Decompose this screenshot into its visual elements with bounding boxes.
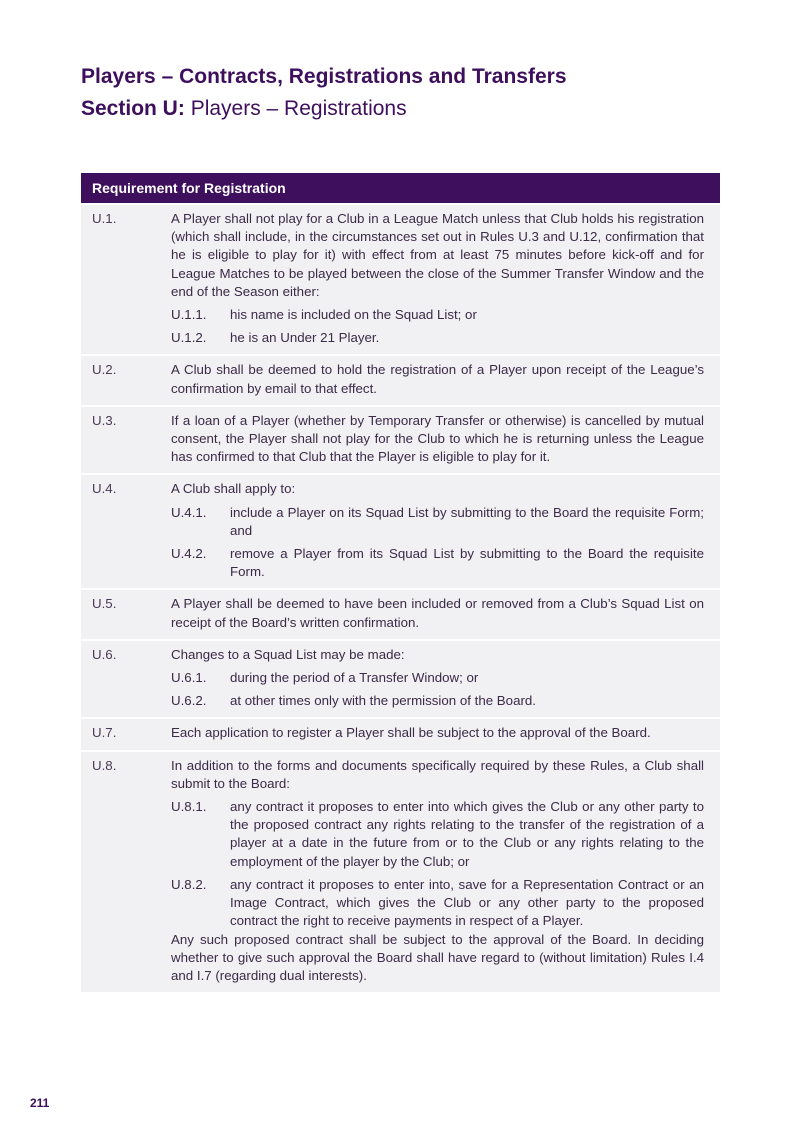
rule-row-u1 [81, 205, 720, 354]
table-heading: Requirement for Registration [81, 173, 720, 203]
rule-text: In addition to the forms and documents specifically required by these Rules, a Club shall submit to the Board: [171, 757, 704, 791]
sub-rule [171, 876, 704, 931]
rule-body [171, 724, 704, 742]
rule-body [171, 595, 704, 631]
rule-number: U.7. [92, 725, 117, 741]
sub-rule [171, 504, 704, 540]
rule-body [171, 646, 704, 711]
sub-rule-text: at other times only with the permission of the Board. [230, 693, 536, 709]
rule-body [171, 412, 704, 467]
rule-row-u6 [81, 641, 720, 718]
sub-rule [171, 669, 704, 687]
rule-text: A Player shall be deemed to have been included or removed from a Club’s Squad List on receipt of the Board’s written confirmation. [171, 596, 704, 630]
sub-rule [171, 545, 704, 581]
section-label: Section U: [81, 97, 185, 120]
rule-row-u4 [81, 475, 720, 588]
sub-rule-number: U.8.1. [171, 799, 207, 815]
sub-rule-number: U.1.2. [171, 330, 207, 346]
sub-rule-number: U.4.1. [171, 504, 207, 520]
rule-body [171, 210, 704, 347]
sub-rule [171, 798, 704, 871]
rule-number: U.4. [92, 481, 117, 497]
rule-number: U.2. [92, 362, 117, 378]
rule-row-u7 [81, 719, 720, 749]
rules-table [81, 173, 720, 992]
rule-number: U.3. [92, 412, 117, 428]
sub-rule-text: he is an Under 21 Player. [230, 330, 380, 346]
rule-row-u2 [81, 356, 720, 404]
rule-number: U.8. [92, 757, 117, 773]
rule-text: Changes to a Squad List may be made: [171, 646, 405, 662]
rule-row-u8 [81, 752, 720, 992]
rule-text: A Club shall be deemed to hold the registration of a Player upon receipt of the League’s confirmation by email to that effect. [171, 362, 704, 396]
rule-number: U.5. [92, 596, 117, 612]
rule-row-u3 [81, 407, 720, 474]
sub-rule [171, 306, 704, 324]
sub-rule-text: any contract it proposes to enter into which gives the Club or any other party to the proposed contract any rights relating to the transfer of the registration of a player at a date in the future from or to the Club or any rights relating to the employment of the player by the Club; or [230, 799, 704, 869]
document-title: Players – Contracts, Registrations and Transfers [81, 65, 567, 88]
sub-rule-text: include a Player on its Squad List by submitting to the Board the requisite Form; and [230, 504, 704, 538]
sub-rule-text: during the period of a Transfer Window; or [230, 670, 479, 686]
rule-text: A Club shall apply to: [171, 481, 296, 497]
sub-rule-number: U.8.2. [171, 876, 207, 892]
rule-text: If a loan of a Player (whether by Temporary Transfer or otherwise) is cancelled by mutual consent, the Player shall not play for the Club to which he is returning unless the League has confirmed to that Club that the Player is eligible to play for it. [171, 412, 704, 465]
rule-body [171, 480, 704, 581]
rule-number: U.6. [92, 646, 117, 662]
section-name: Players – Registrations [190, 97, 407, 120]
rule-closing-text: Any such proposed contract shall be subject to the approval of the Board. In deciding whether to give such approval the Board shall have regard to (without limitation) Rules I.4 and I.7 (regarding dual interests). [171, 931, 704, 983]
sub-rule [171, 329, 704, 347]
sub-rule-text: remove a Player from its Squad List by submitting to the Board the requisite Form. [230, 546, 704, 580]
rule-number: U.1. [92, 211, 117, 226]
sub-rule [171, 692, 704, 710]
rule-body [171, 757, 704, 985]
sub-rule-number: U.6.1. [171, 670, 207, 686]
sub-rule-number: U.4.2. [171, 546, 207, 562]
sub-rule-number: U.6.2. [171, 693, 207, 709]
rule-text: Each application to register a Player shall be subject to the approval of the Board. [171, 725, 651, 741]
rule-text: A Player shall not play for a Club in a League Match unless that Club holds his registration (which shall include, in the circumstances set out in Rules U.3 and U.12, confirmation that he is eligible to play for it) with effect from at least 75 minutes before kick-off and for League Matches to be played between the close of the Summer Transfer Window and the end of the Season either: [171, 211, 704, 299]
page-number: 211 [30, 1096, 50, 1110]
rule-body [171, 361, 704, 397]
sub-rule-text: his name is included on the Squad List; or [230, 307, 477, 323]
sub-rule-number: U.1.1. [171, 307, 207, 323]
sub-rule-text: any contract it proposes to enter into, save for a Representation Contract or an Image Contract, which gives the Club or any other party to the proposed contract the right to receive payments in respect of a Player. [230, 876, 704, 929]
page-heading [81, 62, 741, 124]
section-title [81, 94, 741, 124]
rule-row-u5 [81, 590, 720, 638]
